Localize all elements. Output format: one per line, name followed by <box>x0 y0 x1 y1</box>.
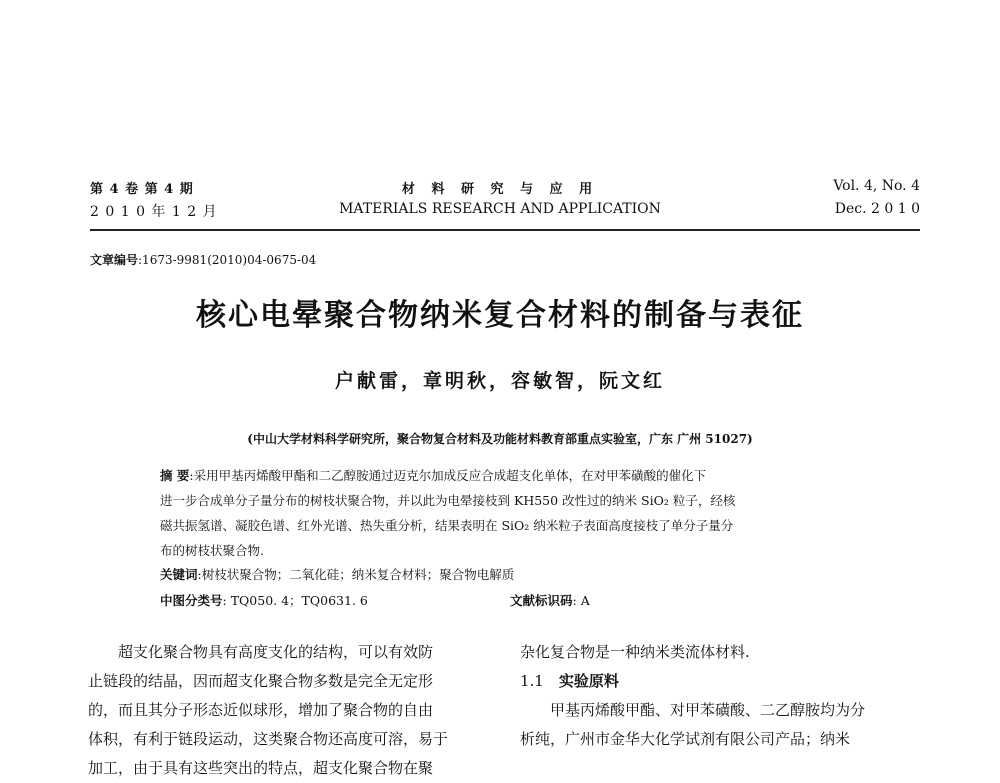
article-id-label: 文章编号 <box>90 253 139 267</box>
left-column-line: 超支化聚合物具有高度支化的结构，可以有效防 <box>88 643 434 661</box>
classification <box>160 591 368 609</box>
header-rule <box>90 229 920 231</box>
abstract-line-1 <box>160 463 850 488</box>
keywords <box>160 565 514 583</box>
affiliation: (中山大学材料科学研究所，聚合物复合材料及功能材料教育部重点实验室，广东 广州 51027) <box>247 432 753 446</box>
abstract <box>160 463 850 563</box>
issue-date: 2 0 1 0 年 1 2 月 <box>90 204 218 220</box>
section-heading <box>520 667 930 696</box>
document-code-text: : A <box>572 593 590 608</box>
document-code <box>510 591 590 609</box>
document-code-label: 文献标识码 <box>510 593 573 608</box>
classification-label: 中图分类号 <box>160 593 223 608</box>
article-id <box>90 251 316 268</box>
left-column-line: 止链段的结晶，因而超支化聚合物多数是完全无定形 <box>88 672 434 690</box>
volume-number-en: Vol. 4, No. 4 <box>833 178 920 194</box>
keywords-label: 关键词 <box>160 567 198 582</box>
paper-title: 核心电晕聚合物纳米复合材料的制备与表征 <box>196 298 804 333</box>
authors: 户献雷，章明秋，容敏智，阮文红 <box>334 370 665 392</box>
right-column-line: 甲基丙烯酸甲酯、对甲苯磺酸、二乙醇胺均为分 <box>520 701 866 719</box>
section-number: 1.1 <box>520 672 544 690</box>
abstract-line-2: 进一步合成单分子量分布的树枝状聚合物，并以此为电晕接枝到 KH550 改性过的纳米 SiO₂ 粒子，经核 <box>160 493 736 508</box>
left-column-line: 加工，由于具有这些突出的特点，超支化聚合物在聚 <box>88 759 434 777</box>
left-column-line: 的，而且其分子形态近似球形，增加了聚合物的自由 <box>88 701 434 719</box>
keywords-text: :树枝状聚合物；二氧化硅；纳米复合材料；聚合物电解质 <box>197 567 515 582</box>
body-left-column <box>88 638 498 783</box>
section-title: 实验原料 <box>558 672 619 690</box>
abstract-line-3: 磁共振氢谱、凝胶色谱、红外光谱、热失重分析，结果表明在 SiO₂ 纳米粒子表面高度接枝了单分子量分 <box>160 518 734 533</box>
volume-issue: 第 4 卷 第 4 期 <box>90 182 194 197</box>
abstract-line-4: 布的树枝状聚合物. <box>160 543 264 558</box>
journal-name-cn: 材 料 研 究 与 应 用 <box>401 182 599 197</box>
abstract-label: 摘 要 <box>160 468 190 483</box>
left-column-line: 体积，有利于链段运动，这类聚合物还高度可溶，易于 <box>88 730 449 748</box>
classification-text: : TQ050. 4；TQ0631. 6 <box>222 593 368 608</box>
right-column-line: 杂化复合物是一种纳米类流体材料. <box>520 643 750 661</box>
journal-name-en: MATERIALS RESEARCH AND APPLICATION <box>339 201 661 217</box>
abstract-text: :采用甲基丙烯酸甲酯和二乙醇胺通过迈克尔加成反应合成超支化单体，在对甲苯磺酸的催化下 <box>189 468 707 483</box>
article-id-value: :1673-9981(2010)04-0675-04 <box>138 253 317 267</box>
date-en: Dec. 2 0 1 0 <box>834 201 920 217</box>
body-right-column <box>520 638 930 754</box>
right-column-line: 析纯，广州市金华大化学试剂有限公司产品；纳米 <box>520 730 851 748</box>
